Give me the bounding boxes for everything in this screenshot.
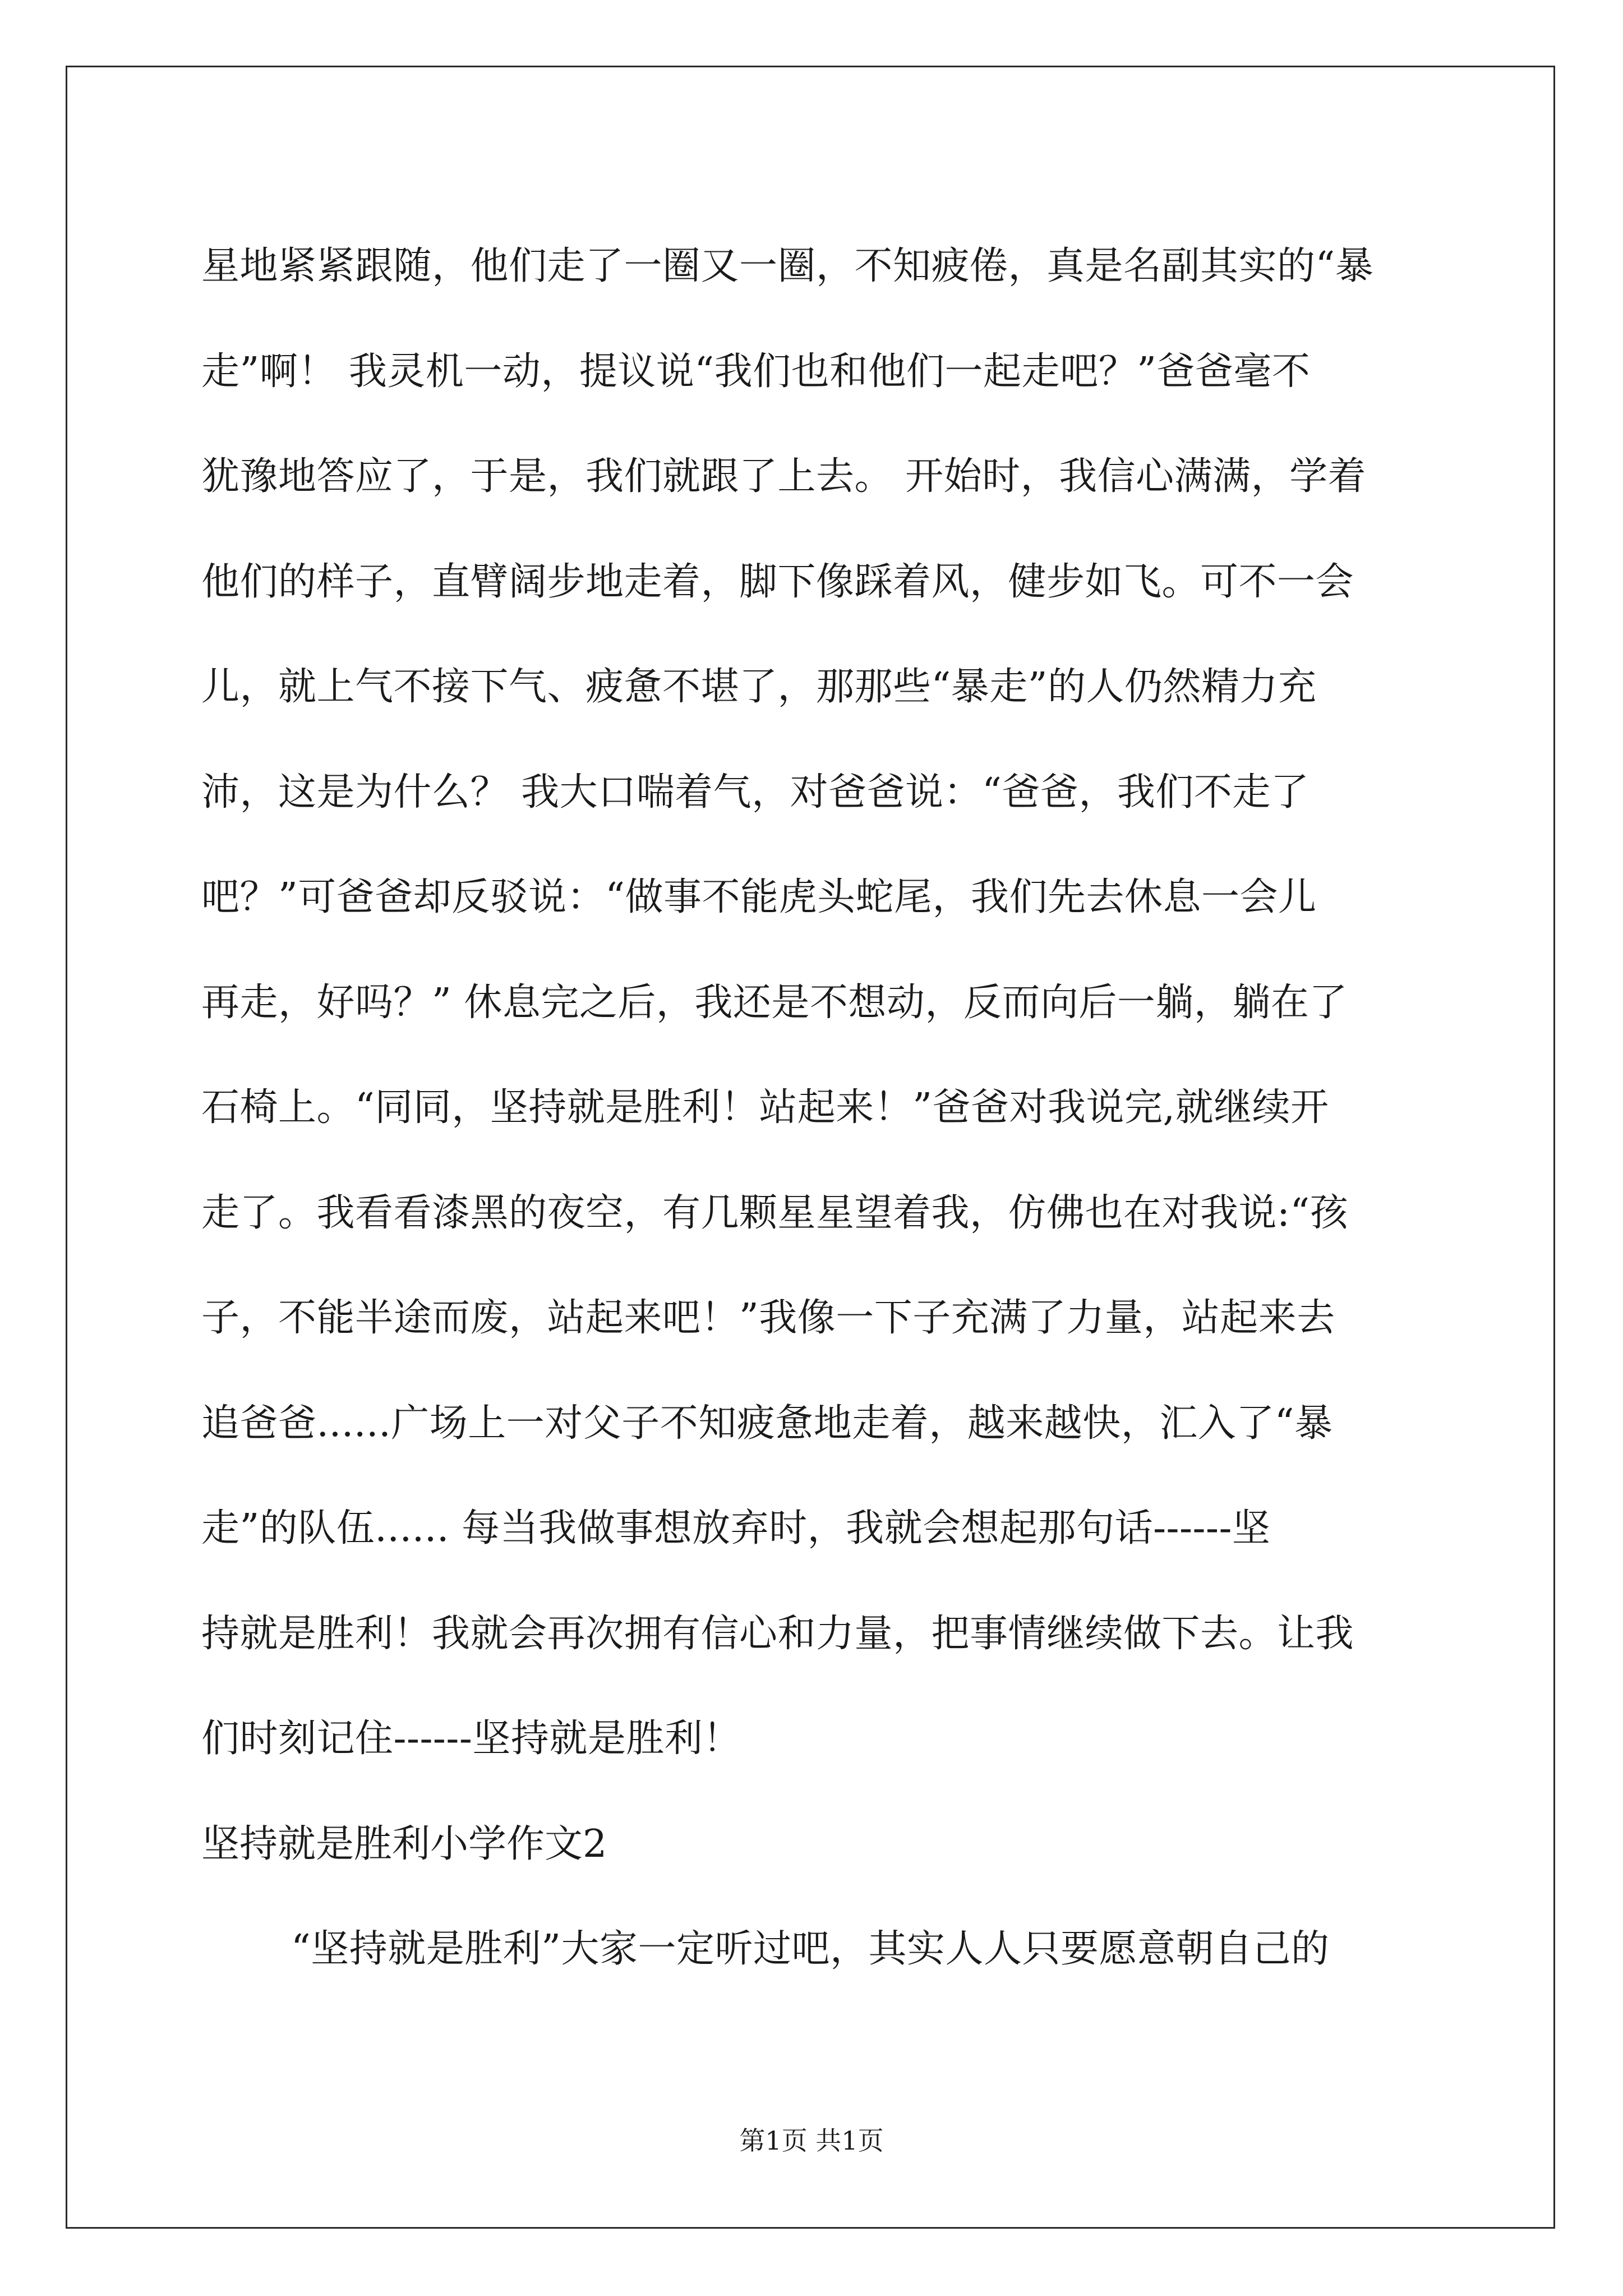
text-line: 走”啊！ 我灵机一动，提议说“我们也和他们一起走吧？”爸爸毫不 <box>201 349 1311 394</box>
text-line: 犹豫地答应了，于是，我们就跟了上去。 开始时，我信心满满，学着 <box>201 454 1367 499</box>
page-number-footer: 第1页 共1页 <box>739 2125 884 2156</box>
text-line: 走了。我看看漆黑的夜空，有几颗星星望着我，仿佛也在对我说:“孩 <box>201 1190 1349 1235</box>
text-line: 吧？”可爸爸却反驳说：“做事不能虎头蛇尾，我们先去休息一会儿 <box>201 875 1317 919</box>
section-heading: 坚持就是胜利小学作文2 <box>201 1821 607 1866</box>
text-line: 再走，好吗？” 休息完之后，我还是不想动，反而向后一躺，躺在了 <box>201 980 1348 1025</box>
text-line: 持就是胜利！我就会再次拥有信心和力量，把事情继续做下去。让我 <box>201 1611 1354 1656</box>
text-line: 儿，就上气不接下气、疲惫不堪了，那那些“暴走”的人仍然精力充 <box>201 665 1317 709</box>
text-line: 石椅上。“同同，坚持就是胜利！站起来！”爸爸对我说完,就继续开 <box>201 1085 1329 1130</box>
text-line: 追爸爸......广场上一对父子不知疲惫地走着，越来越快，汇入了“暴 <box>201 1401 1333 1446</box>
text-line: 们时刻记住------坚持就是胜利！ <box>201 1717 741 1761</box>
text-line: 星地紧紧跟随，他们走了一圈又一圈，不知疲倦，真是名副其实的“暴 <box>201 244 1374 288</box>
paragraph-first-line: “坚持就是胜利”大家一定听过吧，其实人人只要愿意朝自己的 <box>291 1927 1330 1971</box>
text-line: 沛，这是为什么？ 我大口喘着气，对爸爸说：“爸爸，我们不走了 <box>201 770 1310 815</box>
document-body <box>201 214 1424 2002</box>
text-line: 他们的样子，直臂阔步地走着，脚下像踩着风，健步如飞。可不一会 <box>201 559 1354 604</box>
text-line: 子，不能半途而废，站起来吧！”我像一下子充满了力量，站起来去 <box>201 1296 1335 1340</box>
text-line: 走”的队伍...... 每当我做事想放弃时，我就会想起那句话------坚 <box>201 1506 1271 1550</box>
